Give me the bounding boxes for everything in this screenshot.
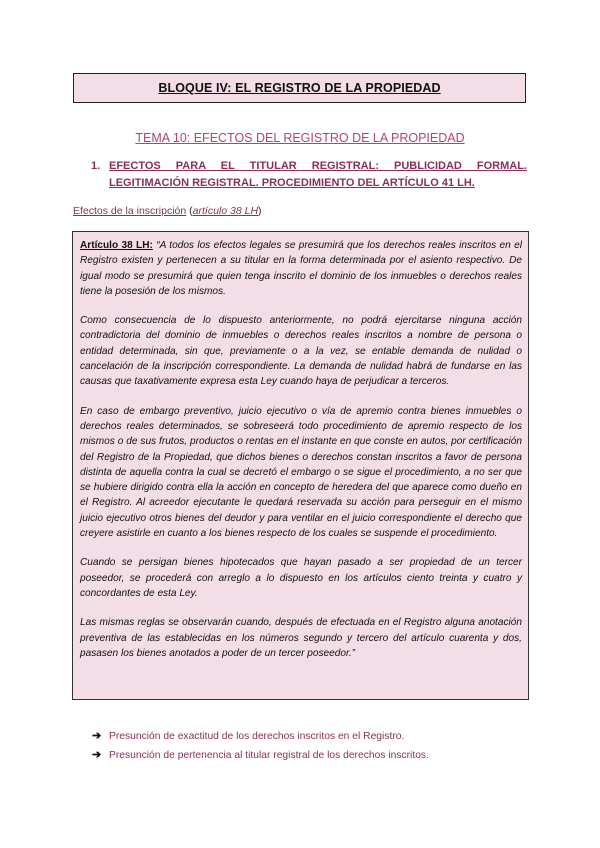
arrow-icon: ➔ <box>92 730 102 742</box>
subheading-close-paren: ) <box>258 205 262 217</box>
subheading-label: Efectos de la inscripción <box>73 205 187 217</box>
quote-paragraph-4: Cuando se persigan bienes hipotecados que hayan pasado a ser propiedad de un tercer poseedor, se procederá con arreglo a lo dispuesto en los artículos ciento treinta y cuatro y concordantes de esta Ley. <box>80 557 522 599</box>
subheading-open-paren: ( <box>186 205 193 217</box>
block-title: BLOQUE IV: EL REGISTRO DE LA PROPIEDAD <box>158 81 441 95</box>
quote-paragraph-2: Como consecuencia de lo dispuesto anteriormente, no podrá ejercitarse ninguna acción contradictoria del dominio de inmuebles o derechos reales inscritos a nombre de persona o entidad determinada, sin que, previamente o a la vez, se entable demanda de nulidad o cancelación de la inscripción correspondiente. La demanda de nulidad habrá de fundarse en las causas que taxativamente expresa esta Ley cuando haya de perjudicar a terceros. <box>80 315 522 388</box>
subheading-citation: artículo 38 LH <box>192 205 259 217</box>
quote-paragraph-3: En caso de embargo preventivo, juicio ejecutivo o vía de apremio contra bienes inmuebles o derechos reales determinados, se sobreseerá todo procedimiento de apremio respecto de los mismos o de sus frutos, productos o rentas en el instante en que conste en autos, por certificación del Registro de la Propiedad, que dichos bienes o derechos constan inscritos a favor de persona distinta de aquella contra la cual se decretó el embargo o se sigue el procedimiento, a no ser que se hubiere dirigido contra ella la acción en concepto de heredera del que aparece como dueño en el Registro. Al acreedor ejecutante le quedará reservada su acción para perseguir en el mismo juicio ejecutivo otros bienes del deudor y para ventilar en el juicio correspondiente el derecho que creyere asistirle en cuanto a los bienes respecto de los cuales se suspende el procedimiento. <box>80 405 522 540</box>
bullet-item <box>92 746 429 765</box>
tema-title: TEMA 10: EFECTOS DEL REGISTRO DE LA PROPIEDAD <box>135 131 465 145</box>
subheading <box>73 205 262 217</box>
article-quote-box <box>72 231 529 700</box>
bullet-text: Presunción de pertenencia al titular registral de los derechos inscritos. <box>109 750 429 761</box>
quote-paragraph-5: Las mismas reglas se observarán cuando, después de efectuada en el Registro alguna anotación preventiva de las establecidas en los números segundo y tercero del artículo cuarenta y dos, pasasen los bienes anotados a poder de un tercer poseedor.” <box>80 617 522 659</box>
quote-paragraph-1 <box>80 238 522 299</box>
bullet-text: Presunción de exactitud de los derechos inscritos en el Registro. <box>109 731 405 742</box>
section-text: EFECTOS PARA EL TITULAR REGISTRAL: PUBLICIDAD FORMAL. LEGITIMACIÓN REGISTRAL. PROCEDIMIENTO DEL ARTÍCULO 41 LH. <box>109 160 527 189</box>
article-label: Artículo 38 LH: <box>80 240 153 251</box>
arrow-icon: ➔ <box>92 749 102 761</box>
quote-p1-text: “A todos los efectos legales se presumirá que los derechos reales inscritos en el Registro existen y pertenecen a su titular en la forma determinada por el asiento respectivo. De igual modo se presumirá que quien tenga inscrito el dominio de los inmuebles o derechos reales tiene la posesión de los mismos. <box>80 240 522 297</box>
bullet-item <box>92 727 429 746</box>
block-header <box>73 73 526 103</box>
bullet-list <box>92 727 429 765</box>
section-heading <box>91 158 527 192</box>
section-number: 1. <box>91 160 101 172</box>
